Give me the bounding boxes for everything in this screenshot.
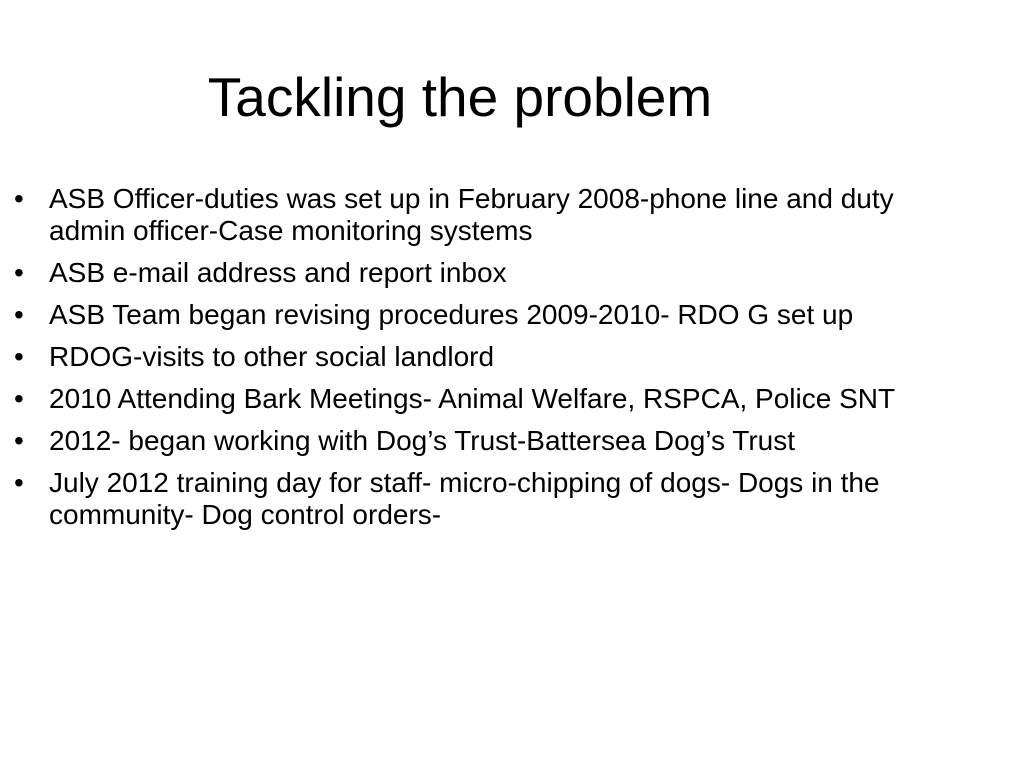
bullet-dot-icon: •: [14, 341, 24, 372]
bullet-text: 2012- began working with Dog’s Trust-Battersea Dog’s Trust: [49, 425, 796, 456]
bullet-item: [14, 425, 914, 457]
bullet-text: ASB e-mail address and report inbox: [49, 257, 507, 288]
bullet-dot-icon: •: [14, 383, 24, 414]
bullet-item: [14, 257, 914, 289]
bullet-dot-icon: •: [14, 257, 24, 288]
bullet-item: [14, 341, 914, 373]
bullet-dot-icon: •: [14, 467, 24, 498]
bullet-text: 2010 Attending Bark Meetings- Animal Welfare, RSPCA, Police SNT: [49, 383, 896, 414]
bullet-text: July 2012 training day for staff- micro-chipping of dogs- Dogs in the community- Dog control orders-: [49, 467, 880, 530]
bullet-text: ASB Team began revising procedures 2009-2010- RDO G set up: [49, 299, 854, 330]
bullet-item: [14, 467, 914, 531]
bullet-item: [14, 299, 914, 331]
bullet-list: [14, 183, 914, 541]
bullet-dot-icon: •: [14, 183, 24, 214]
bullet-item: [14, 383, 914, 415]
bullet-text: RDOG-visits to other social landlord: [49, 341, 495, 372]
bullet-item: [14, 183, 914, 247]
bullet-dot-icon: •: [14, 299, 24, 330]
slide-title: Tackling the problem: [207, 66, 713, 128]
bullet-dot-icon: •: [14, 425, 24, 456]
bullet-text: ASB Officer-duties was set up in February 2008-phone line and duty admin officer-Case monitoring systems: [49, 183, 894, 246]
